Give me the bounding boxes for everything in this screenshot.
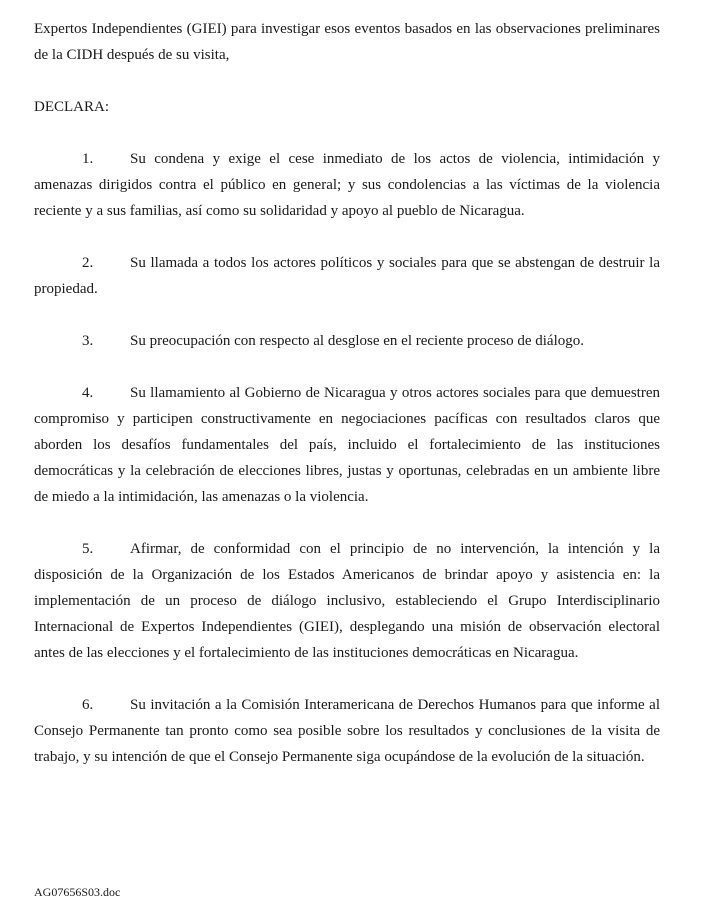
item-text: Su preocupación con respecto al desglose en el reciente proceso de diálogo.	[130, 333, 584, 349]
item-number: 1.	[82, 151, 94, 167]
document-filename: AG07656S03.doc	[34, 885, 121, 899]
list-item-4	[34, 380, 660, 510]
intro-paragraph: Expertos Independientes (GIEI) para investigar esos eventos basados en las observaciones preliminares de la CIDH después de su visita,	[34, 21, 660, 63]
list-item-6	[34, 692, 660, 770]
item-text: Su llamamiento al Gobierno de Nicaragua y otros actores sociales para que demuestren compromiso y participen constructivamente en negociaciones pacíficas con resultados claros que aborden los desafíos fundamentales del país, incluido el fortalecimiento de las instituciones democráticas y la celebración de elecciones libres, justas y oportunas, celebradas en un ambiente libre de miedo a la intimidación, las amenazas o la violencia.	[34, 385, 660, 505]
item-number: 5.	[82, 541, 94, 557]
document-body	[34, 16, 660, 796]
list-item-5	[34, 536, 660, 666]
item-number: 2.	[82, 255, 94, 271]
declara-heading: DECLARA:	[34, 99, 109, 115]
list-item-3	[34, 328, 660, 354]
list-item-1	[34, 146, 660, 224]
item-text: Su condena y exige el cese inmediato de los actos de violencia, intimidación y amenazas dirigidos contra el público en general; y sus condolencias a las víctimas de la violencia reciente y a sus familias, así como su solidaridad y apoyo al pueblo de Nicaragua.	[34, 151, 660, 219]
item-text: Su invitación a la Comisión Interamericana de Derechos Humanos para que informe al Consejo Permanente tan pronto como sea posible sobre los resultados y conclusiones de la visita de trabajo, y su intención de que el Consejo Permanente siga ocupándose de la evolución de la situación.	[34, 697, 660, 765]
item-number: 3.	[82, 333, 94, 349]
list-item-2	[34, 250, 660, 302]
item-text: Afirmar, de conformidad con el principio de no intervención, la intención y la disposición de la Organización de los Estados Americanos de brindar apoyo y asistencia en: la implementación de un proceso de diálogo inclusivo, estableciendo el Grupo Interdisciplinario Internacional de Expertos Independientes (GIEI), desplegando una misión de observación electoral antes de las elecciones y el fortalecimiento de las instituciones democráticas en Nicaragua.	[34, 541, 660, 661]
item-number: 4.	[82, 385, 94, 401]
item-text: Su llamada a todos los actores políticos y sociales para que se abstengan de destruir la propiedad.	[34, 255, 660, 297]
item-number: 6.	[82, 697, 94, 713]
